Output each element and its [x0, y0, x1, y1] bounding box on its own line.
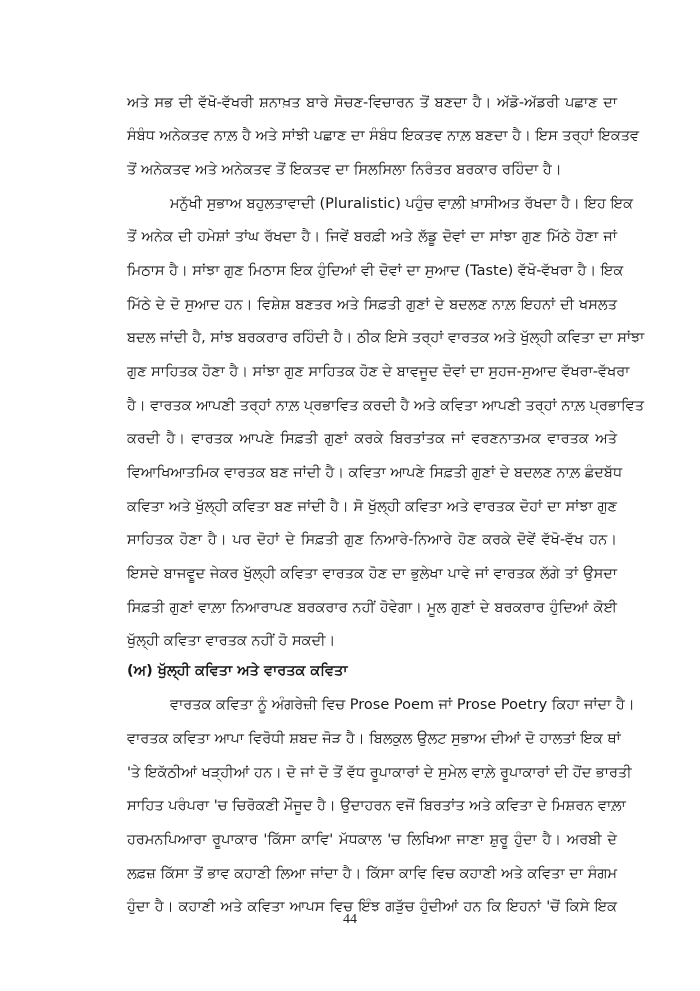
text-line: ਮਿੱਠੇ ਦੇ ਦੋ ਸੁਆਦ ਹਨ। ਵਿਸ਼ੇਸ਼ ਬਣਤਰ ਅਤੇ ਸਿਫ਼ਤੀ ਗੁਣਾਂ ਦੇ ਬਦਲਣ ਨਾਲ਼ ਇਹਨਾਂ ਦੀ ਖਸਲਤ [127, 297, 617, 313]
text-line: ਵਾਰਤਕ ਕਵਿਤਾ ਨੂੰ ਅੰਗਰੇਜ਼ੀ ਵਿਚ Prose Poem ਜਾਂ Prose Poetry ਕਿਹਾ ਜਾਂਦਾ ਹੈ। [170, 697, 635, 713]
text-line: ਕਵਿਤਾ ਅਤੇ ਖੁੱਲ੍ਹੀ ਕਵਿਤਾ ਬਣ ਜਾਂਦੀ ਹੈ। ਸੋ ਖੁੱਲ੍ਹੀ ਕਵਿਤਾ ਅਤੇ ਵਾਰਤਕ ਦੋਹਾਂ ਦਾ ਸਾਂਝਾ ਗੁਣ [127, 499, 617, 515]
text-line: ਤੋਂ ਅਨੇਕ ਦੀ ਹਮੇਸ਼ਾਂ ਤਾਂਘ ਰੱਖਦਾ ਹੈ। ਜਿਵੇਂ ਬਰਫ਼ੀ ਅਤੇ ਲੱਡੂ ਦੋਵਾਂ ਦਾ ਸਾਂਝਾ ਗੁਣ ਮਿੱਠੇ ਹੋਣਾ ਜਾਂ [127, 229, 617, 245]
text-line: ਸੰਬੰਧ ਅਨੇਕਤਵ ਨਾਲ਼ ਹੈ ਅਤੇ ਸਾਂਝੀ ਪਛਾਣ ਦਾ ਸੰਬੰਧ ਇਕਤਵ ਨਾਲ਼ ਬਣਦਾ ਹੈ। ਇਸ ਤਰ੍ਹਾਂ ਇਕਤਵ [127, 128, 640, 144]
text-line: ਮਿਠਾਸ ਹੈ। ਸਾਂਝਾ ਗੁਣ ਮਿਠਾਸ ਇਕ ਹੁੰਦਿਆਂ ਵੀ ਦੋਵਾਂ ਦਾ ਸੁਆਦ (Taste) ਵੱਖੋ-ਵੱਖਰਾ ਹੈ। ਇਕ [127, 263, 624, 279]
section-heading: (ਅ) ਖੁੱਲ੍ਹੀ ਕਵਿਤਾ ਅਤੇ ਵਾਰਤਕ ਕਵਿਤਾ [127, 663, 348, 679]
text-line: ਸਿਫ਼ਤੀ ਗੁਣਾਂ ਵਾਲ਼ਾ ਨਿਆਰਾਪਣ ਬਰਕਰਾਰ ਨਹੀਂ ਹੋਵੇਗਾ। ਮੂਲ ਗੁਣਾਂ ਦੇ ਬਰਕਰਾਰ ਹੁੰਦਿਆਂ ਕੋਈ [127, 600, 617, 616]
text-line: ਅਤੇ ਸਭ ਦੀ ਵੱਖੋ-ਵੱਖਰੀ ਸ਼ਨਾਖ਼ਤ ਬਾਰੇ ਸੋਚਣ-ਵਿਚਾਰਨ ਤੋਂ ਬਣਦਾ ਹੈ। ਅੱਡੋ-ਅੱਡਰੀ ਪਛਾਣ ਦਾ [127, 95, 617, 111]
text-line: ਵਾਰਤਕ ਕਵਿਤਾ ਆਪਾ ਵਿਰੋਧੀ ਸ਼ਬਦ ਜੋੜ ਹੈ। ਬਿਲਕੁਲ ਉਲਟ ਸੁਭਾਅ ਦੀਆਂ ਦੋ ਹਾਲਤਾਂ ਇਕ ਥਾਂ [127, 731, 621, 747]
text-line: ਹਰਮਨਪਿਆਰਾ ਰੂਪਾਕਾਰ 'ਕਿੱਸਾ ਕਾਵਿ' ਮੱਧਕਾਲ 'ਚ ਲਿਖਿਆ ਜਾਣਾ ਸ਼ੁਰੂ ਹੁੰਦਾ ਹੈ। ਅਰਬੀ ਦੇ [127, 832, 617, 848]
text-line: ਸਾਹਿਤ ਪਰੰਪਰਾ 'ਚ ਚਿਰੋਕਣੀ ਮੌਜੂਦ ਹੈ। ਉਦਾਹਰਨ ਵਜੋਂ ਬਿਰਤਾਂਤ ਅਤੇ ਕਵਿਤਾ ਦੇ ਮਿਸ਼ਰਨ ਵਾਲ਼ਾ [127, 798, 626, 814]
text-line: ਤੋਂ ਅਨੇਕਤਵ ਅਤੇ ਅਨੇਕਤਵ ਤੋਂ ਇਕਤਵ ਦਾ ਸਿਲਸਿਲਾ ਨਿਰੰਤਰ ਬਰਕਾਰ ਰਹਿੰਦਾ ਹੈ। [127, 162, 562, 178]
text-line: 'ਤੇ ਇਕੱਠੀਆਂ ਖੜ੍ਹੀਆਂ ਹਨ। ਦੋ ਜਾਂ ਦੋ ਤੋਂ ਵੱਧ ਰੂਪਾਕਾਰਾਂ ਦੇ ਸੁਮੇਲ ਵਾਲ਼ੇ ਰੂਪਾਕਾਰਾਂ ਦੀ ਹੋਂਦ ਭਾਰਤੀ [127, 765, 632, 781]
text-line: ਹੁੰਦਾ ਹੈ। ਕਹਾਣੀ ਅਤੇ ਕਵਿਤਾ ਆਪਸ ਵਿਚ ਇੰਝ ਗੜੁੱਚ ਹੁੰਦੀਆਂ ਹਨ ਕਿ ਇਹਨਾਂ 'ਚੋਂ ਕਿਸੇ ਇਕ [127, 899, 617, 915]
text-line: ਮਨੁੱਖੀ ਸੁਭਾਅ ਬਹੁਲਤਾਵਾਦੀ (Pluralistic) ਪਹੁੰਚ ਵਾਲ਼ੀ ਖ਼ਾਸੀਅਤ ਰੱਖਦਾ ਹੈ। ਇਹ ਇਕ [170, 196, 633, 212]
text-line: ਵਿਆਖਿਆਤਮਿਕ ਵਾਰਤਕ ਬਣ ਜਾਂਦੀ ਹੈ। ਕਵਿਤਾ ਆਪਣੇ ਸਿਫ਼ਤੀ ਗੁਣਾਂ ਦੇ ਬਦਲਣ ਨਾਲ਼ ਛੰਦਬੱਧ [127, 465, 623, 481]
text-line: ਲਫ਼ਜ਼ ਕਿੱਸਾ ਤੋਂ ਭਾਵ ਕਹਾਣੀ ਲਿਆ ਜਾਂਦਾ ਹੈ। ਕਿੱਸਾ ਕਾਵਿ ਵਿਚ ਕਹਾਣੀ ਅਤੇ ਕਵਿਤਾ ਦਾ ਸੰਗਮ [127, 866, 617, 882]
text-line: ਗੁਣ ਸਾਹਿਤਕ ਹੋਣਾ ਹੈ। ਸਾਂਝਾ ਗੁਣ ਸਾਹਿਤਕ ਹੋਣ ਦੇ ਬਾਵਜੂਦ ਦੋਵਾਂ ਦਾ ਸੁਹਜ-ਸੁਆਦ ਵੱਖਰਾ-ਵੱਖਰਾ [127, 364, 630, 380]
page-number: 44 [343, 912, 357, 927]
text-line: ਇਸਦੇ ਬਾਜਵੂਦ ਜੇਕਰ ਖੁੱਲ੍ਹੀ ਕਵਿਤਾ ਵਾਰਤਕ ਹੋਣ ਦਾ ਭੁਲੇਖਾ ਪਾਵੇ ਜਾਂ ਵਾਰਤਕ ਲੱਗੇ ਤਾਂ ਉਸਦਾ [127, 566, 617, 582]
text-line: ਸਾਹਿਤਕ ਹੋਣਾ ਹੈ। ਪਰ ਦੋਹਾਂ ਦੇ ਸਿਫ਼ਤੀ ਗੁਣ ਨਿਆਰੇ-ਨਿਆਰੇ ਹੋਣ ਕਰਕੇ ਦੋਵੇਂ ਵੱਖੋ-ਵੱਖ ਹਨ। [127, 532, 617, 548]
text-line: ਹੈ। ਵਾਰਤਕ ਆਪਣੀ ਤਰ੍ਹਾਂ ਨਾਲ਼ ਪ੍ਰਭਾਵਿਤ ਕਰਦੀ ਹੈ ਅਤੇ ਕਵਿਤਾ ਆਪਣੀ ਤਰ੍ਹਾਂ ਨਾਲ਼ ਪ੍ਰਭਾਵਿਤ [127, 398, 645, 414]
text-line: ਖੁੱਲ੍ਹੀ ਕਵਿਤਾ ਵਾਰਤਕ ਨਹੀਂ ਹੋ ਸਕਦੀ। [127, 633, 336, 649]
text-line: ਬਦਲ ਜਾਂਦੀ ਹੈ, ਸਾਂਝ ਬਰਕਰਾਰ ਰਹਿੰਦੀ ਹੈ। ਠੀਕ ਇਸੇ ਤਰ੍ਹਾਂ ਵਾਰਤਕ ਅਤੇ ਖੁੱਲ੍ਹੀ ਕਵਿਤਾ ਦਾ ਸਾਂਝਾ [127, 330, 645, 346]
text-line: ਕਰਦੀ ਹੈ। ਵਾਰਤਕ ਆਪਣੇ ਸਿਫ਼ਤੀ ਗੁਣਾਂ ਕਰਕੇ ਬਿਰਤਾਂਤਕ ਜਾਂ ਵਰਣਨਾਤਮਕ ਵਾਰਤਕ ਅਤੇ [127, 431, 617, 447]
